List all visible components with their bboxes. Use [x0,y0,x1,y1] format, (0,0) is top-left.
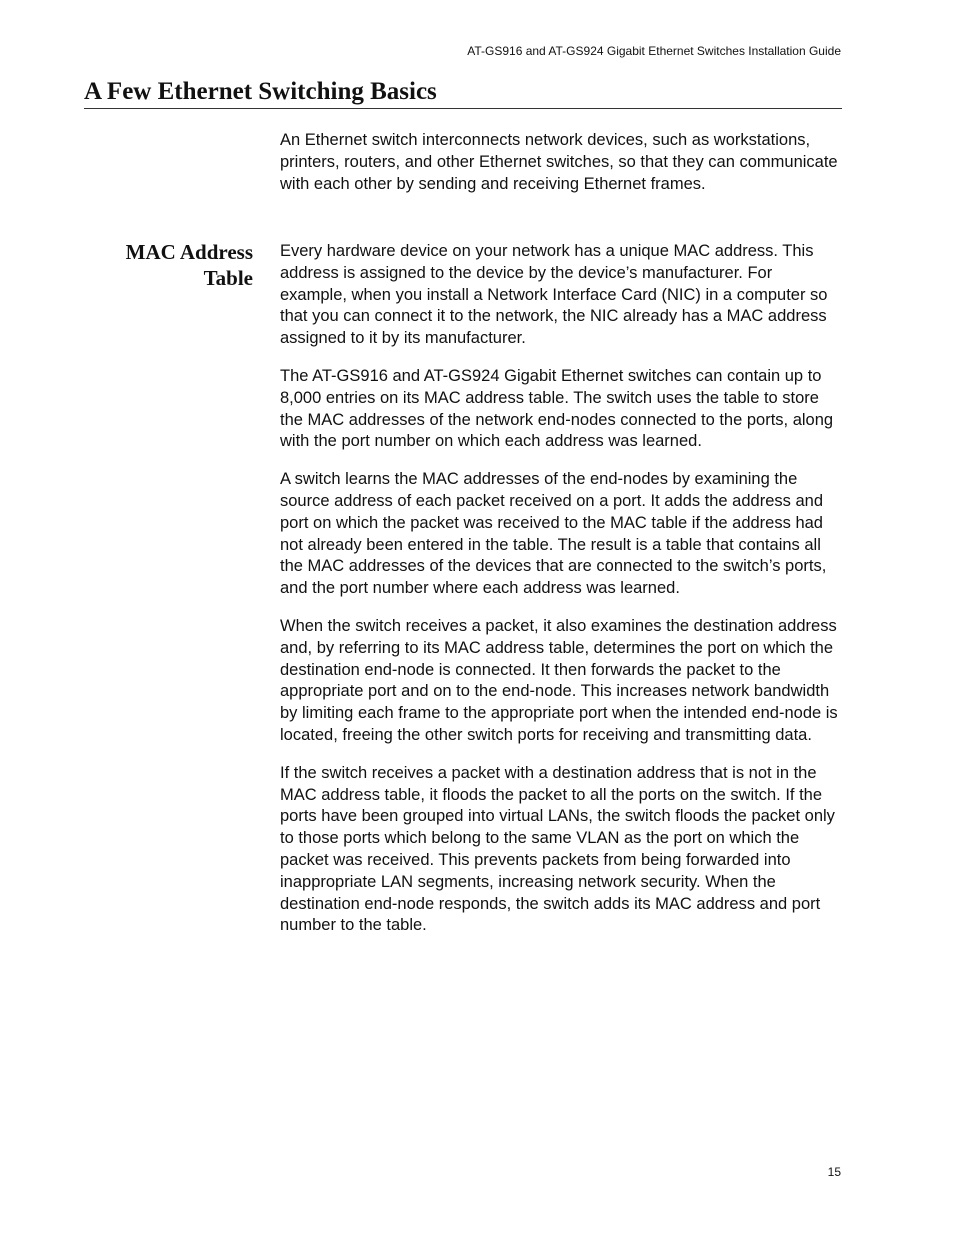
subsection-heading-line-1: MAC Address [125,240,253,264]
section-title: A Few Ethernet Switching Basics [84,77,842,109]
body-paragraph: Every hardware device on your network has a unique MAC address. This address is assigned to the device by the device’s manufacturer. For example, when you install a Network Interface Card (NIC) in a computer so that you can connect it to the network, the NIC already has a MAC address assigned to it by its manufacturer. [280,242,828,348]
running-header: AT-GS916 and AT-GS924 Gigabit Ethernet Switches Installation Guide [467,44,841,58]
body-paragraph: If the switch receives a packet with a destination address that is not in the MAC address table, it floods the packet to all the ports on the switch. If the ports have been grouped into virtual LANs, the switch floods the packet only to those ports which belong to the same VLAN as the port on which the packet was received. This prevents packets from being forwarded into inappropriate LAN segments, increasing network security. When the destination end-node responds, the switch adds its MAC address and port number to the table. [280,763,835,935]
section-intro [280,130,842,211]
body-paragraph: The AT-GS916 and AT-GS924 Gigabit Ethernet switches can contain up to 8,000 entries on its MAC address table. The switch uses the table to store the MAC addresses of the network end-nodes connected to the ports, along with the port number on which each address was learned. [280,366,834,451]
body-paragraph: A switch learns the MAC addresses of the end-nodes by examining the source address of each packet received on a port. It adds the address and port on which the packet was received to the MAC table if the address had not already been entered in the table. The result is a table that contains all the MAC addresses of the devices that are connected to the switch’s ports, and the port number where each address was learned. [280,470,827,598]
page-number: 15 [827,1165,841,1179]
mac-table-body [280,241,842,953]
subsection-heading-mac-address-table [84,239,253,291]
intro-paragraph: An Ethernet switch interconnects network devices, such as workstations, printers, routers, and other Ethernet switches, so that they can communicate with each other by sending and receiving Ethernet frames. [280,131,838,193]
subsection-heading-line-2: Table [203,266,253,290]
body-paragraph: When the switch receives a packet, it also examines the destination address and, by referring to its MAC address table, determines the port on which the destination end-node is connected. It then forwards the packet to the appropriate port and on to the end-node. This increases network bandwidth by limiting each frame to the appropriate port when the intended end-node is located, freeing the other switch ports for receiving and transmitting data. [280,616,838,744]
